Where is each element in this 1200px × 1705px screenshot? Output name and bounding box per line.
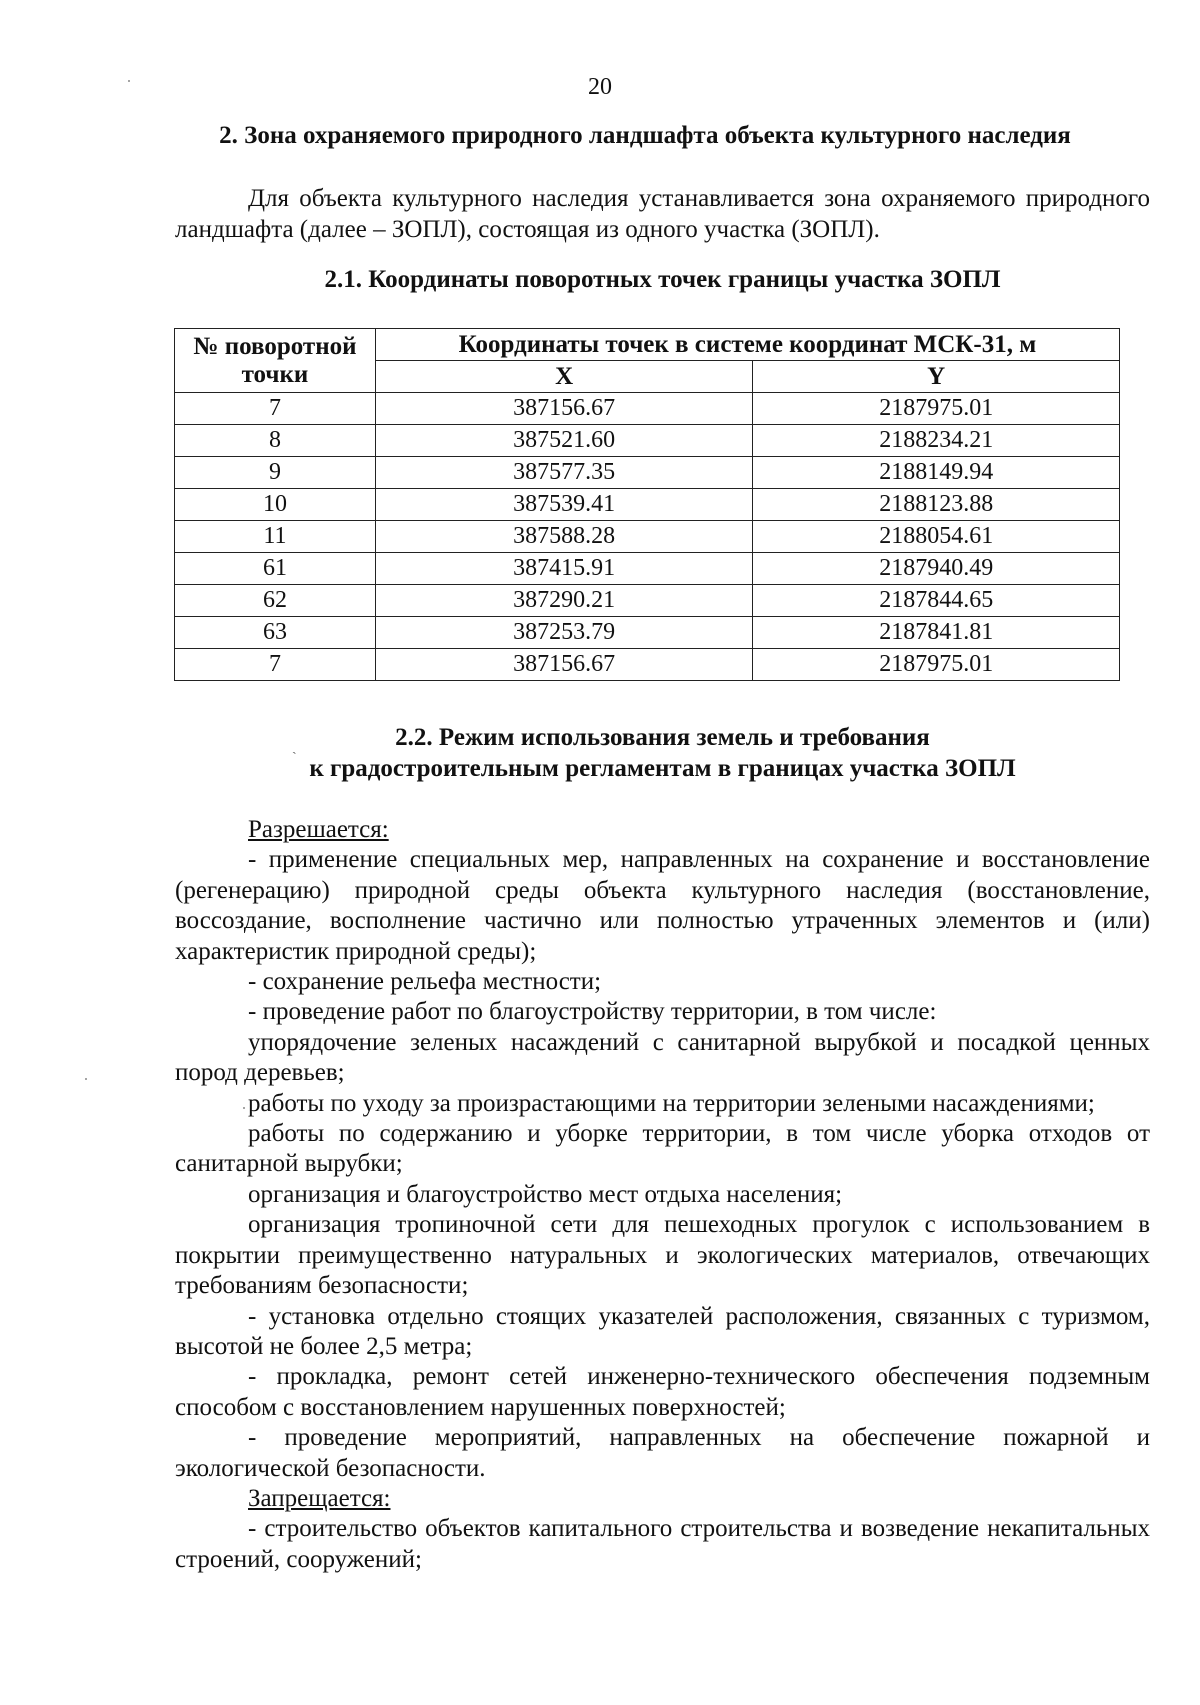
scan-speck [243, 1107, 245, 1109]
cell-point: 62 [175, 585, 376, 617]
cell-point: 63 [175, 617, 376, 649]
cell-x: 387156.67 [375, 393, 753, 425]
cell-y: 2187975.01 [753, 649, 1120, 681]
body-paragraph: организация тропиночной сети для пешеходных прогулок с использованием в покрытии преимущественно натуральных и экологических материалов, отвечающих требованиям безопасности; [175, 1211, 1150, 1300]
body-paragraph: - проведение работ по благоустройству территории, в том числе: [248, 998, 937, 1026]
cell-y: 2187841.81 [753, 617, 1120, 649]
cell-y: 2188234.21 [753, 425, 1120, 457]
cell-x: 387521.60 [375, 425, 753, 457]
page-number: 20 [588, 74, 612, 100]
cell-point: 7 [175, 393, 376, 425]
cell-y: 2188054.61 [753, 521, 1120, 553]
cell-x: 387156.67 [375, 649, 753, 681]
cell-y: 2187940.49 [753, 553, 1120, 585]
subsection-2-title-line2: к градостроительным регламентам в границах участка ЗОПЛ [309, 755, 1016, 782]
cell-y: 2187844.65 [753, 585, 1120, 617]
header-y: Y [753, 361, 1120, 393]
table-row [175, 457, 1120, 489]
intro-paragraph: Для объекта культурного наследия устанавливается зона охраняемого природного ландшафта (далее – ЗОПЛ), состоящая из одного участка (ЗОПЛ). [175, 185, 1150, 243]
body-paragraph: - установка отдельно стоящих указателей расположения, связанных с туризмом, высотой не более 2,5 метра; [175, 1302, 1150, 1360]
cell-point: 61 [175, 553, 376, 585]
cell-y: 2188123.88 [753, 489, 1120, 521]
cell-x: 387415.91 [375, 553, 753, 585]
cell-x: 387539.41 [375, 489, 753, 521]
table-row [175, 425, 1120, 457]
header-x: X [375, 361, 753, 393]
header-coords: Координаты точек в системе координат МСК-31, м [375, 329, 1119, 361]
table-body [175, 393, 1120, 681]
table-row [175, 585, 1120, 617]
cell-point: 10 [175, 489, 376, 521]
body-paragraph: Разрешается: [248, 816, 389, 843]
body-paragraph: - применение специальных мер, направленных на сохранение и восстановление (регенерацию) природной среды объекта культурного наследия (восстановление, воссоздание, восполнение частично или полностью утраченных элементов и (или) характеристик природной среды); [175, 846, 1150, 965]
coordinates-table [174, 328, 1120, 681]
body-text [175, 815, 1150, 1575]
cell-y: 2188149.94 [753, 457, 1120, 489]
cell-x: 387588.28 [375, 521, 753, 553]
scan-speck [85, 1078, 87, 1080]
table-row [175, 553, 1120, 585]
cell-x: 387290.21 [375, 585, 753, 617]
table-row [175, 617, 1120, 649]
body-paragraph: упорядочение зеленых насаждений с санитарной вырубкой и посадкой ценных пород деревьев; [175, 1028, 1150, 1087]
body-paragraph: - сохранение рельефа местности; [248, 968, 602, 996]
section-title: 2. Зона охраняемого природного ландшафта объекта культурного наследия [219, 122, 1071, 149]
body-paragraph: - прокладка, ремонт сетей инженерно-технического обеспечения подземным способом с восстановлением нарушенных поверхностей; [175, 1363, 1150, 1421]
body-paragraph: работы по содержанию и уборке территории, в том числе уборка отходов от санитарной вырубки; [175, 1120, 1150, 1178]
body-paragraph: Запрещается: [248, 1484, 391, 1512]
subsection-2-title-line1: 2.2. Режим использования земель и требования [395, 724, 930, 751]
scan-speck [128, 80, 130, 82]
cell-point: 8 [175, 425, 376, 457]
scan-mark: ˏ [292, 740, 297, 755]
table-row [175, 393, 1120, 425]
cell-x: 387577.35 [375, 457, 753, 489]
subsection-2-title [175, 722, 1150, 784]
body-paragraph: работы по уходу за произрастающими на территории зелеными насаждениями; [248, 1089, 1095, 1117]
cell-point: 9 [175, 457, 376, 489]
cell-x: 387253.79 [375, 617, 753, 649]
cell-point: 7 [175, 649, 376, 681]
body-paragraph: - строительство объектов капитального строительства и возведение некапитальных строений, сооружений; [175, 1515, 1150, 1573]
header-point: № поворотной точки [175, 329, 376, 393]
table-row [175, 489, 1120, 521]
table-row [175, 649, 1120, 681]
body-paragraph: организация и благоустройство мест отдыха населения; [248, 1180, 843, 1208]
body-paragraph: - проведение мероприятий, направленных на обеспечение пожарной и экологической безопасности. [175, 1424, 1150, 1482]
cell-y: 2187975.01 [753, 393, 1120, 425]
cell-point: 11 [175, 521, 376, 553]
subsection-1-title: 2.1. Координаты поворотных точек границы участка ЗОПЛ [324, 266, 1001, 293]
table-row [175, 521, 1120, 553]
